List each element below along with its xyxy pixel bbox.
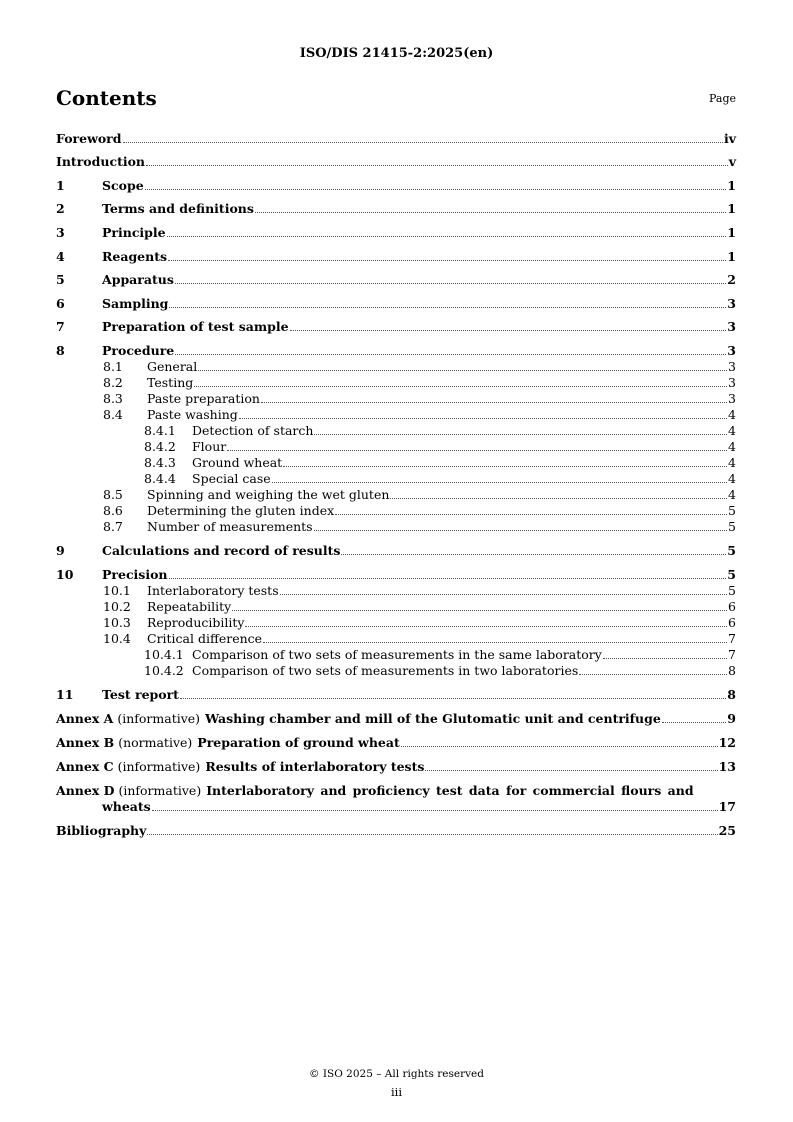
toc-entry-introduction[interactable]	[56, 153, 736, 169]
toc-page: 9	[727, 711, 736, 726]
toc-page: 6	[728, 615, 736, 630]
toc-label: Interlaboratory tests	[147, 583, 279, 598]
toc-entry-annex-b[interactable]	[56, 734, 736, 750]
toc-entry-foreword[interactable]	[56, 130, 736, 146]
toc-label: Determining the gluten index	[147, 503, 335, 518]
toc-page: 5	[727, 543, 736, 558]
toc-entry-8-1[interactable]	[103, 358, 736, 374]
toc-page: 5	[728, 503, 736, 518]
toc-label: Washing chamber and mill of the Glutomatic unit and centrifuge	[205, 711, 661, 726]
toc-number: 2	[56, 201, 65, 216]
toc-page: v	[728, 154, 736, 169]
toc-label: Comparison of two sets of measurements in the same laboratory	[192, 647, 602, 662]
toc-number: 10.4.2	[144, 663, 184, 678]
toc-label: Testing	[147, 375, 194, 390]
toc-number: 10.4	[103, 631, 131, 646]
toc-page: 6	[728, 599, 736, 614]
dot-leader	[662, 722, 726, 723]
toc-number: 9	[56, 543, 65, 558]
toc-entry-11[interactable]	[56, 686, 736, 702]
dot-leader	[314, 530, 727, 531]
toc-number: 8.4.4	[144, 471, 176, 486]
toc-number: 5	[56, 272, 65, 287]
toc-label: Precision	[102, 567, 168, 582]
annex-type: (informative)	[117, 759, 201, 774]
toc-entry-8-4-1[interactable]	[144, 422, 736, 438]
dot-leader	[175, 283, 726, 284]
toc-entry-10[interactable]	[56, 566, 736, 582]
dot-leader	[169, 307, 726, 308]
toc-entry-7[interactable]	[56, 318, 736, 334]
toc-entry-bibliography[interactable]	[56, 822, 736, 838]
dot-leader	[579, 674, 727, 675]
toc-label: Procedure	[102, 343, 175, 358]
toc-entry-10-3[interactable]	[103, 614, 736, 630]
toc-entry-10-4-1[interactable]	[144, 646, 736, 662]
toc-page: 3	[728, 359, 736, 374]
toc-number: 10.2	[103, 599, 131, 614]
toc-label: Test report	[102, 687, 179, 702]
toc-entry-9[interactable]	[56, 542, 736, 558]
toc-entry-annex-c[interactable]	[56, 758, 736, 774]
toc-entry-8-3[interactable]	[103, 390, 736, 406]
toc-label: Reagents	[102, 249, 168, 264]
copyright-footer: © ISO 2025 – All rights reserved	[309, 1068, 484, 1080]
toc-label: Apparatus	[102, 272, 174, 287]
dot-leader	[603, 658, 727, 659]
dot-leader	[147, 834, 717, 835]
toc-entry-8-4[interactable]	[103, 406, 736, 422]
toc-page: 4	[728, 439, 736, 454]
toc-label: Scope	[102, 178, 144, 193]
toc-label: Calculations and record of results	[102, 543, 341, 558]
toc-number: Annex B	[56, 735, 115, 750]
toc-number: 4	[56, 249, 65, 264]
toc-label: General	[147, 359, 198, 374]
dot-leader	[232, 610, 727, 611]
annex-type: (normative)	[118, 735, 193, 750]
dot-leader	[180, 698, 726, 699]
dot-leader	[245, 626, 727, 627]
dot-leader	[239, 418, 727, 419]
contents-title: Contents	[56, 86, 157, 110]
toc-number: 8.6	[103, 503, 123, 518]
toc-number: Annex D	[56, 783, 115, 798]
toc-number: 8.4.1	[144, 423, 176, 438]
toc-label: Paste washing	[147, 407, 238, 422]
toc-label: Results of interlaboratory tests	[205, 759, 425, 774]
toc-number: 8.2	[103, 375, 123, 390]
toc-number: 6	[56, 296, 65, 311]
toc-label: Flour	[192, 439, 227, 454]
toc-entry-annex-a[interactable]	[56, 710, 736, 726]
toc-entry-8-2[interactable]	[103, 374, 736, 390]
toc-entry-8-4-2[interactable]	[144, 438, 736, 454]
toc-page: 7	[728, 647, 736, 662]
dot-leader	[314, 434, 727, 435]
toc-page: 1	[727, 201, 736, 216]
toc-entry-8-4-4[interactable]	[144, 470, 736, 486]
toc-label: Sampling	[102, 296, 169, 311]
toc-page: 12	[718, 735, 736, 750]
toc-entry-8-4-3[interactable]	[144, 454, 736, 470]
toc-label: Repeatability	[147, 599, 232, 614]
toc-page: 1	[727, 225, 736, 240]
toc-number: 7	[56, 319, 65, 334]
toc-page: 8	[727, 687, 736, 702]
toc-number: 1	[56, 178, 65, 193]
toc-label: Preparation of ground wheat	[197, 735, 400, 750]
toc-label: Ground wheat	[192, 455, 283, 470]
toc-number: 10.3	[103, 615, 131, 630]
toc-page: 3	[727, 319, 736, 334]
toc-number: 8.4.2	[144, 439, 176, 454]
dot-leader	[401, 746, 718, 747]
toc-label: Interlaboratory and proficiency test data for commercial flours and	[206, 783, 694, 798]
dot-leader	[280, 594, 727, 595]
toc-page: 5	[728, 519, 736, 534]
annex-type: (informative)	[118, 783, 202, 798]
toc-page: 8	[728, 663, 736, 678]
toc-entry-8-5[interactable]	[103, 486, 736, 502]
toc-page: 4	[728, 471, 736, 486]
dot-leader	[123, 142, 723, 143]
toc-label: Critical difference	[147, 631, 263, 646]
toc-label-continued: wheats	[102, 799, 151, 814]
toc-entry-10-1[interactable]	[103, 582, 736, 598]
toc-entry-annex-d-cont[interactable]	[102, 798, 736, 814]
dot-leader	[261, 402, 727, 403]
dot-leader	[290, 330, 727, 331]
toc-number: 11	[56, 687, 74, 702]
toc-page: 7	[728, 631, 736, 646]
toc-label: Detection of starch	[192, 423, 314, 438]
toc-label: Spinning and weighing the wet gluten	[147, 487, 390, 502]
dot-leader	[146, 165, 728, 166]
toc-number: 8.5	[103, 487, 123, 502]
toc-page: 17	[718, 799, 736, 814]
dot-leader	[341, 554, 726, 555]
toc-entry-4[interactable]	[56, 248, 736, 264]
toc-number: 10.4.1	[144, 647, 184, 662]
toc-page: 3	[728, 375, 736, 390]
toc-page: 1	[727, 249, 736, 264]
dot-leader	[425, 770, 717, 771]
dot-leader	[152, 810, 718, 811]
toc-page: 2	[727, 272, 736, 287]
toc-label: Terms and definitions	[102, 201, 254, 216]
dot-leader	[283, 466, 727, 467]
toc-label: Principle	[102, 225, 166, 240]
toc-page: 4	[728, 423, 736, 438]
dot-leader	[167, 236, 727, 237]
toc-number: 8.7	[103, 519, 123, 534]
toc-entry-3[interactable]	[56, 224, 736, 240]
toc-page: 1	[727, 178, 736, 193]
dot-leader	[145, 189, 727, 190]
annex-type: (informative)	[117, 711, 201, 726]
toc-number: Annex C	[56, 759, 114, 774]
toc-number: 8	[56, 343, 65, 358]
dot-leader	[227, 450, 727, 451]
toc-number: 8.3	[103, 391, 123, 406]
toc-page: 13	[718, 759, 736, 774]
toc-page: 5	[727, 567, 736, 582]
toc-number: 10.1	[103, 583, 131, 598]
toc-entry-8[interactable]	[56, 342, 736, 358]
toc-label: Number of measurements	[147, 519, 313, 534]
page-number: iii	[390, 1085, 403, 1099]
document-header: ISO/DIS 21415-2:2025(en)	[299, 46, 494, 61]
toc-label: Bibliography	[56, 823, 147, 838]
dot-leader	[169, 578, 727, 579]
toc-entry-5[interactable]	[56, 271, 736, 287]
toc-entry-2[interactable]	[56, 200, 736, 216]
toc-label: Paste preparation	[147, 391, 260, 406]
toc-entry-6[interactable]	[56, 295, 736, 311]
dot-leader	[390, 498, 727, 499]
toc-number: 8.4	[103, 407, 123, 422]
toc-number: 8.4.3	[144, 455, 176, 470]
dot-leader	[255, 212, 726, 213]
toc-page: 3	[727, 343, 736, 358]
toc-entry-10-4[interactable]	[103, 630, 736, 646]
toc-entry-10-2[interactable]	[103, 598, 736, 614]
toc-page: 5	[728, 583, 736, 598]
toc-entry-annex-d[interactable]	[56, 782, 736, 798]
toc-entry-1[interactable]	[56, 177, 736, 193]
dot-leader	[272, 482, 727, 483]
toc-label: Special case	[192, 471, 271, 486]
toc-entry-8-7[interactable]	[103, 518, 736, 534]
dot-leader	[263, 642, 727, 643]
toc-page: 25	[718, 823, 736, 838]
dot-leader	[175, 354, 726, 355]
toc-page: 4	[728, 407, 736, 422]
toc-page: 3	[727, 296, 736, 311]
toc-number: 3	[56, 225, 65, 240]
toc-number: Annex A	[56, 711, 114, 726]
toc-label: Preparation of test sample	[102, 319, 289, 334]
toc-number: 10	[56, 567, 74, 582]
toc-number: 8.1	[103, 359, 123, 374]
dot-leader	[198, 370, 727, 371]
dot-leader	[168, 260, 726, 261]
toc-label: Foreword	[56, 131, 122, 146]
toc-page: 4	[728, 487, 736, 502]
toc-entry-8-6[interactable]	[103, 502, 736, 518]
toc-label: Reproducibility	[147, 615, 245, 630]
toc-label: Comparison of two sets of measurements in two laboratories	[192, 663, 579, 678]
toc-entry-10-4-2[interactable]	[144, 662, 736, 678]
toc-page: iv	[723, 131, 736, 146]
dot-leader	[335, 514, 727, 515]
page-column-label: Page	[709, 92, 737, 105]
toc-page: 3	[728, 391, 736, 406]
dot-leader	[194, 386, 727, 387]
toc-label: Introduction	[56, 154, 146, 169]
toc-page: 4	[728, 455, 736, 470]
